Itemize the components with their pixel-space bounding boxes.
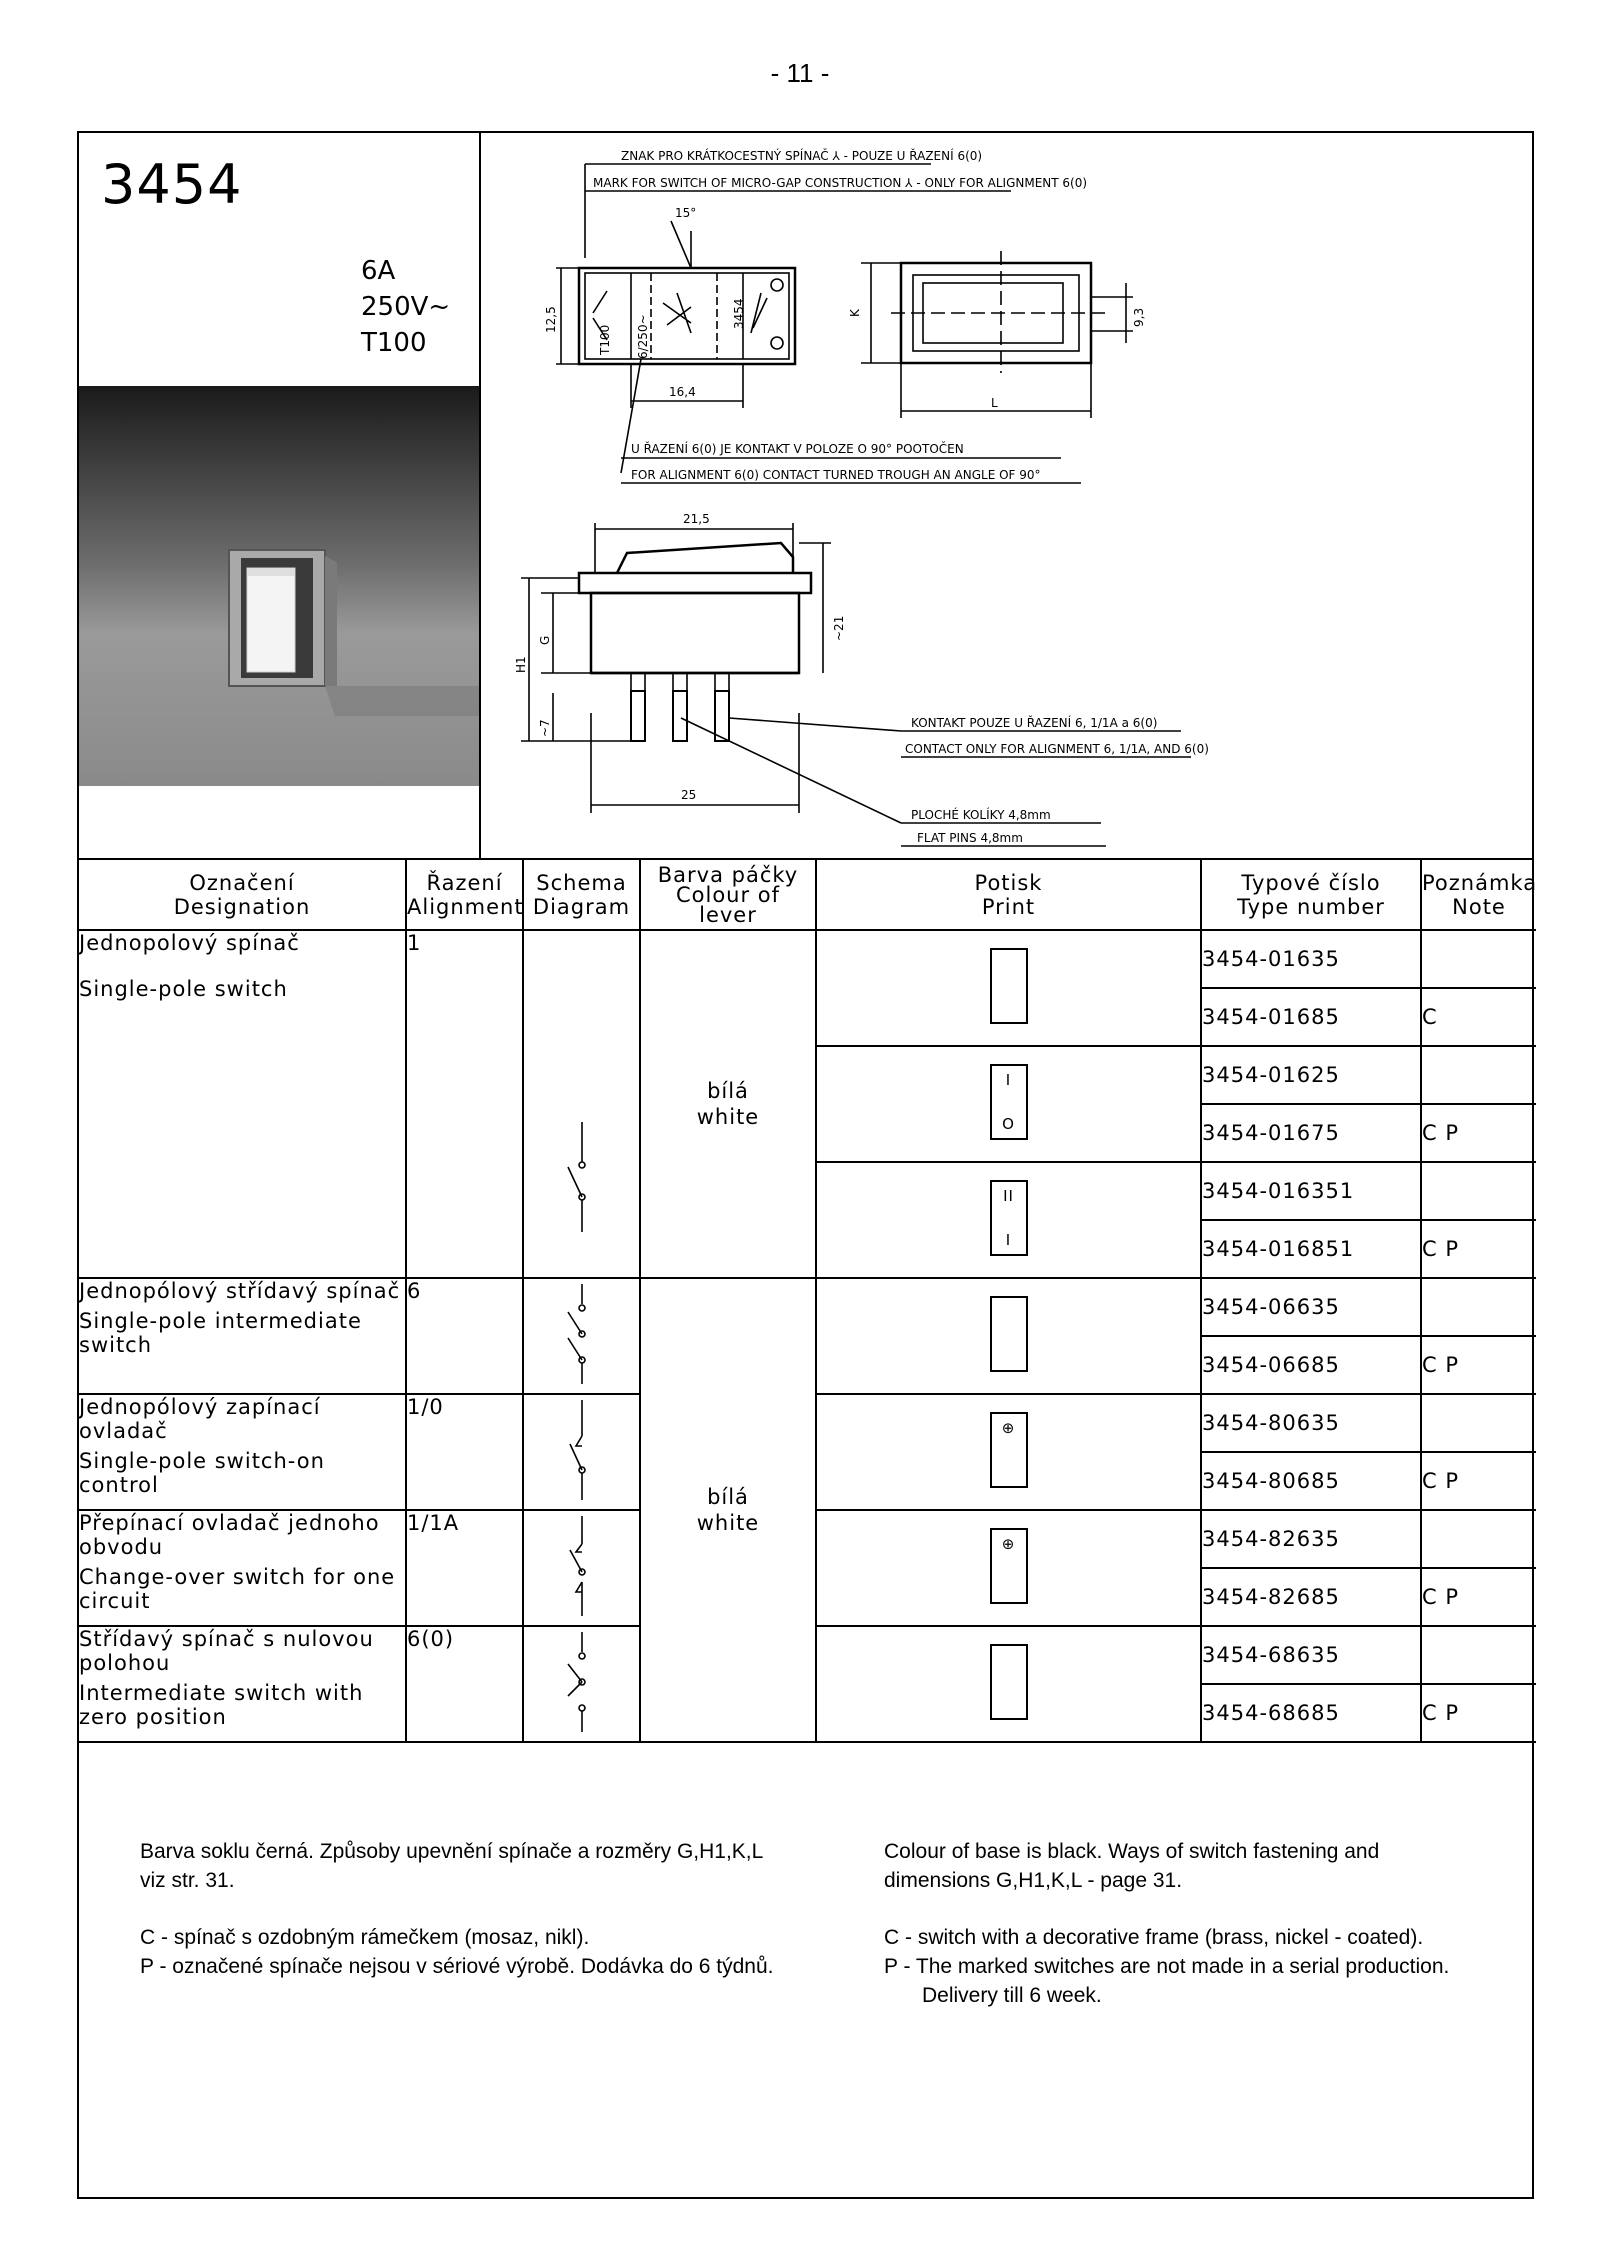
note-en-2: dimensions G,H1,K,L - page 31. [884, 1869, 1183, 1892]
type-number: 3454-01625 [1201, 1046, 1421, 1104]
notes-english [884, 1837, 1524, 2010]
note-contact-turned-cz: U ŘAZENÍ 6(0) JE KONTAKT V POLOZE O 90° POOTOČEN [631, 442, 964, 456]
note-cell: C P [1421, 1104, 1536, 1162]
note-en-5: Delivery till 6 week. [922, 1984, 1102, 2007]
type-number: 3454-82635 [1201, 1510, 1421, 1568]
dim-angle: 15° [675, 206, 697, 220]
rating-temperature: T100 [361, 328, 427, 358]
diagram-zero-position [523, 1626, 640, 1742]
type-number: 3454-80685 [1201, 1452, 1421, 1510]
designation-cell: Jednopólový zapínací ovladač Single-pole switch-on control [79, 1394, 406, 1510]
note-cell [1421, 1510, 1536, 1568]
technical-drawing [481, 133, 1534, 858]
designation-cell: Přepínací ovladač jednoho obvodu Change-over switch for one circuit [79, 1510, 406, 1626]
print-ii-i: II I [816, 1162, 1201, 1278]
table-header [79, 860, 1536, 930]
print-plus: ⊕ [816, 1510, 1201, 1626]
note-cz-4: P - označené spínače nejsou v sériové výrobě. Dodávka do 6 týdnů. [140, 1955, 774, 1978]
print-blank [816, 1278, 1201, 1394]
dim-21-5: 21,5 [683, 512, 710, 526]
note-cell: C P [1421, 1452, 1536, 1510]
alignment-cell: 1 [406, 930, 523, 1278]
note-cell: C P [1421, 1684, 1536, 1742]
note-contact-turned-en: FOR ALIGNMENT 6(0) CONTACT TURNED TROUGH AN ANGLE OF 90° [631, 468, 1041, 482]
note-cell: C [1421, 988, 1536, 1046]
header-note: Poznámka Note [1421, 860, 1536, 930]
note-cell [1421, 1162, 1536, 1220]
dim-l: L [991, 396, 998, 410]
product-photo [79, 386, 479, 786]
rating-voltage: 250V~ [361, 292, 451, 322]
mark-t100: T100 [598, 324, 612, 355]
notes-czech [140, 1837, 860, 1981]
note-cell: C P [1421, 1220, 1536, 1278]
note-micro-gap-cz: ZNAK PRO KRÁTKOCESTNÝ SPÍNAČ ⅄ - POUZE U ŘAZENÍ 6(0) [621, 149, 983, 163]
designation-cell: Jednopolový spínač Single-pole switch [79, 930, 406, 1278]
variants-table [79, 860, 1536, 1743]
dim-16-4: 16,4 [669, 385, 696, 399]
note-cell: C P [1421, 1568, 1536, 1626]
note-cell [1421, 930, 1536, 988]
diagram-change-over [523, 1510, 640, 1626]
dim-h1: H1 [514, 656, 528, 673]
type-number: 3454-06685 [1201, 1336, 1421, 1394]
mark-3454: 3454 [732, 298, 746, 329]
dim-k: K [848, 309, 862, 317]
type-number: 3454-016851 [1201, 1220, 1421, 1278]
type-number: 3454-01675 [1201, 1104, 1421, 1162]
alignment-cell: 6 [406, 1278, 523, 1394]
page-number: - 11 - [770, 58, 830, 88]
dim-7: ~7 [538, 719, 552, 737]
header-type-number: Typové číslo Type number [1201, 860, 1421, 930]
dim-12-5: 12,5 [544, 306, 558, 333]
lever-colour-cell: bílá white [640, 930, 816, 1278]
header-colour: Barva páčky Colour of lever [640, 860, 816, 930]
header-alignment: Řazení Alignment [406, 860, 523, 930]
note-cz-2: viz str. 31. [140, 1869, 235, 1892]
note-en-3: C - switch with a decorative frame (brass, nickel - coated). [884, 1926, 1424, 1949]
print-plus: ⊕ [816, 1394, 1201, 1510]
type-number: 3454-68685 [1201, 1684, 1421, 1742]
print-i-o: I O [816, 1046, 1201, 1162]
note-cell [1421, 1046, 1536, 1104]
designation-cell: Jednopólový střídavý spínač Single-pole intermediate switch [79, 1278, 406, 1394]
dim-9-3: 9,3 [1132, 307, 1146, 327]
header-designation: Označení Designation [79, 860, 406, 930]
type-number: 3454-01635 [1201, 930, 1421, 988]
product-code: 3454 [101, 153, 243, 216]
lever-colour-cell: bílá white [640, 1278, 816, 1742]
diagram-single-pole [523, 930, 640, 1278]
note-en-4: P - The marked switches are not made in a serial production. [884, 1955, 1450, 1978]
note-cell: C P [1421, 1336, 1536, 1394]
product-ratings [361, 253, 450, 361]
type-number: 3454-82685 [1201, 1568, 1421, 1626]
note-cz-3: C - spínač s ozdobným rámečkem (mosaz, nikl). [140, 1926, 590, 1949]
note-contact-cz: KONTAKT POUZE U ŘAZENÍ 6, 1/1A a 6(0) [911, 716, 1158, 730]
type-number: 3454-68635 [1201, 1626, 1421, 1684]
note-pins-en: FLAT PINS 4,8mm [917, 831, 1023, 845]
header-print: Potisk Print [816, 860, 1201, 930]
mark-6-250: 6/250~ [636, 314, 650, 359]
rating-current: 6A [361, 256, 396, 286]
dim-21: ~21 [832, 615, 846, 641]
note-cell [1421, 1278, 1536, 1336]
note-micro-gap-en: MARK FOR SWITCH OF MICRO-GAP CONSTRUCTION ⅄ - ONLY FOR ALIGNMENT 6(0) [593, 176, 1088, 190]
dim-g: G [538, 635, 552, 645]
designation-cell: Střídavý spínač s nulovou polohou Intermediate switch with zero position [79, 1626, 406, 1742]
alignment-cell: 1/0 [406, 1394, 523, 1510]
type-number: 3454-01685 [1201, 988, 1421, 1046]
print-blank [816, 930, 1201, 1046]
note-cz-1: Barva soklu černá. Způsoby upevnění spínače a rozměry G,H1,K,L [140, 1840, 764, 1863]
table-row [79, 1278, 1536, 1336]
note-cell [1421, 1626, 1536, 1684]
note-cell [1421, 1394, 1536, 1452]
header-diagram: Schema Diagram [523, 860, 640, 930]
type-number: 3454-06635 [1201, 1278, 1421, 1336]
diagram-switch-on [523, 1394, 640, 1510]
type-number: 3454-80635 [1201, 1394, 1421, 1452]
note-contact-en: CONTACT ONLY FOR ALIGNMENT 6, 1/1A, AND 6(0) [905, 742, 1209, 756]
print-blank [816, 1626, 1201, 1742]
alignment-cell: 6(0) [406, 1626, 523, 1742]
dim-25: 25 [681, 788, 697, 802]
type-number: 3454-016351 [1201, 1162, 1421, 1220]
note-en-1: Colour of base is black. Ways of switch fastening and [884, 1840, 1380, 1863]
alignment-cell: 1/1A [406, 1510, 523, 1626]
diagram-intermediate [523, 1278, 640, 1394]
note-pins-cz: PLOCHÉ KOLÍKY 4,8mm [911, 808, 1051, 822]
table-row [79, 930, 1536, 988]
